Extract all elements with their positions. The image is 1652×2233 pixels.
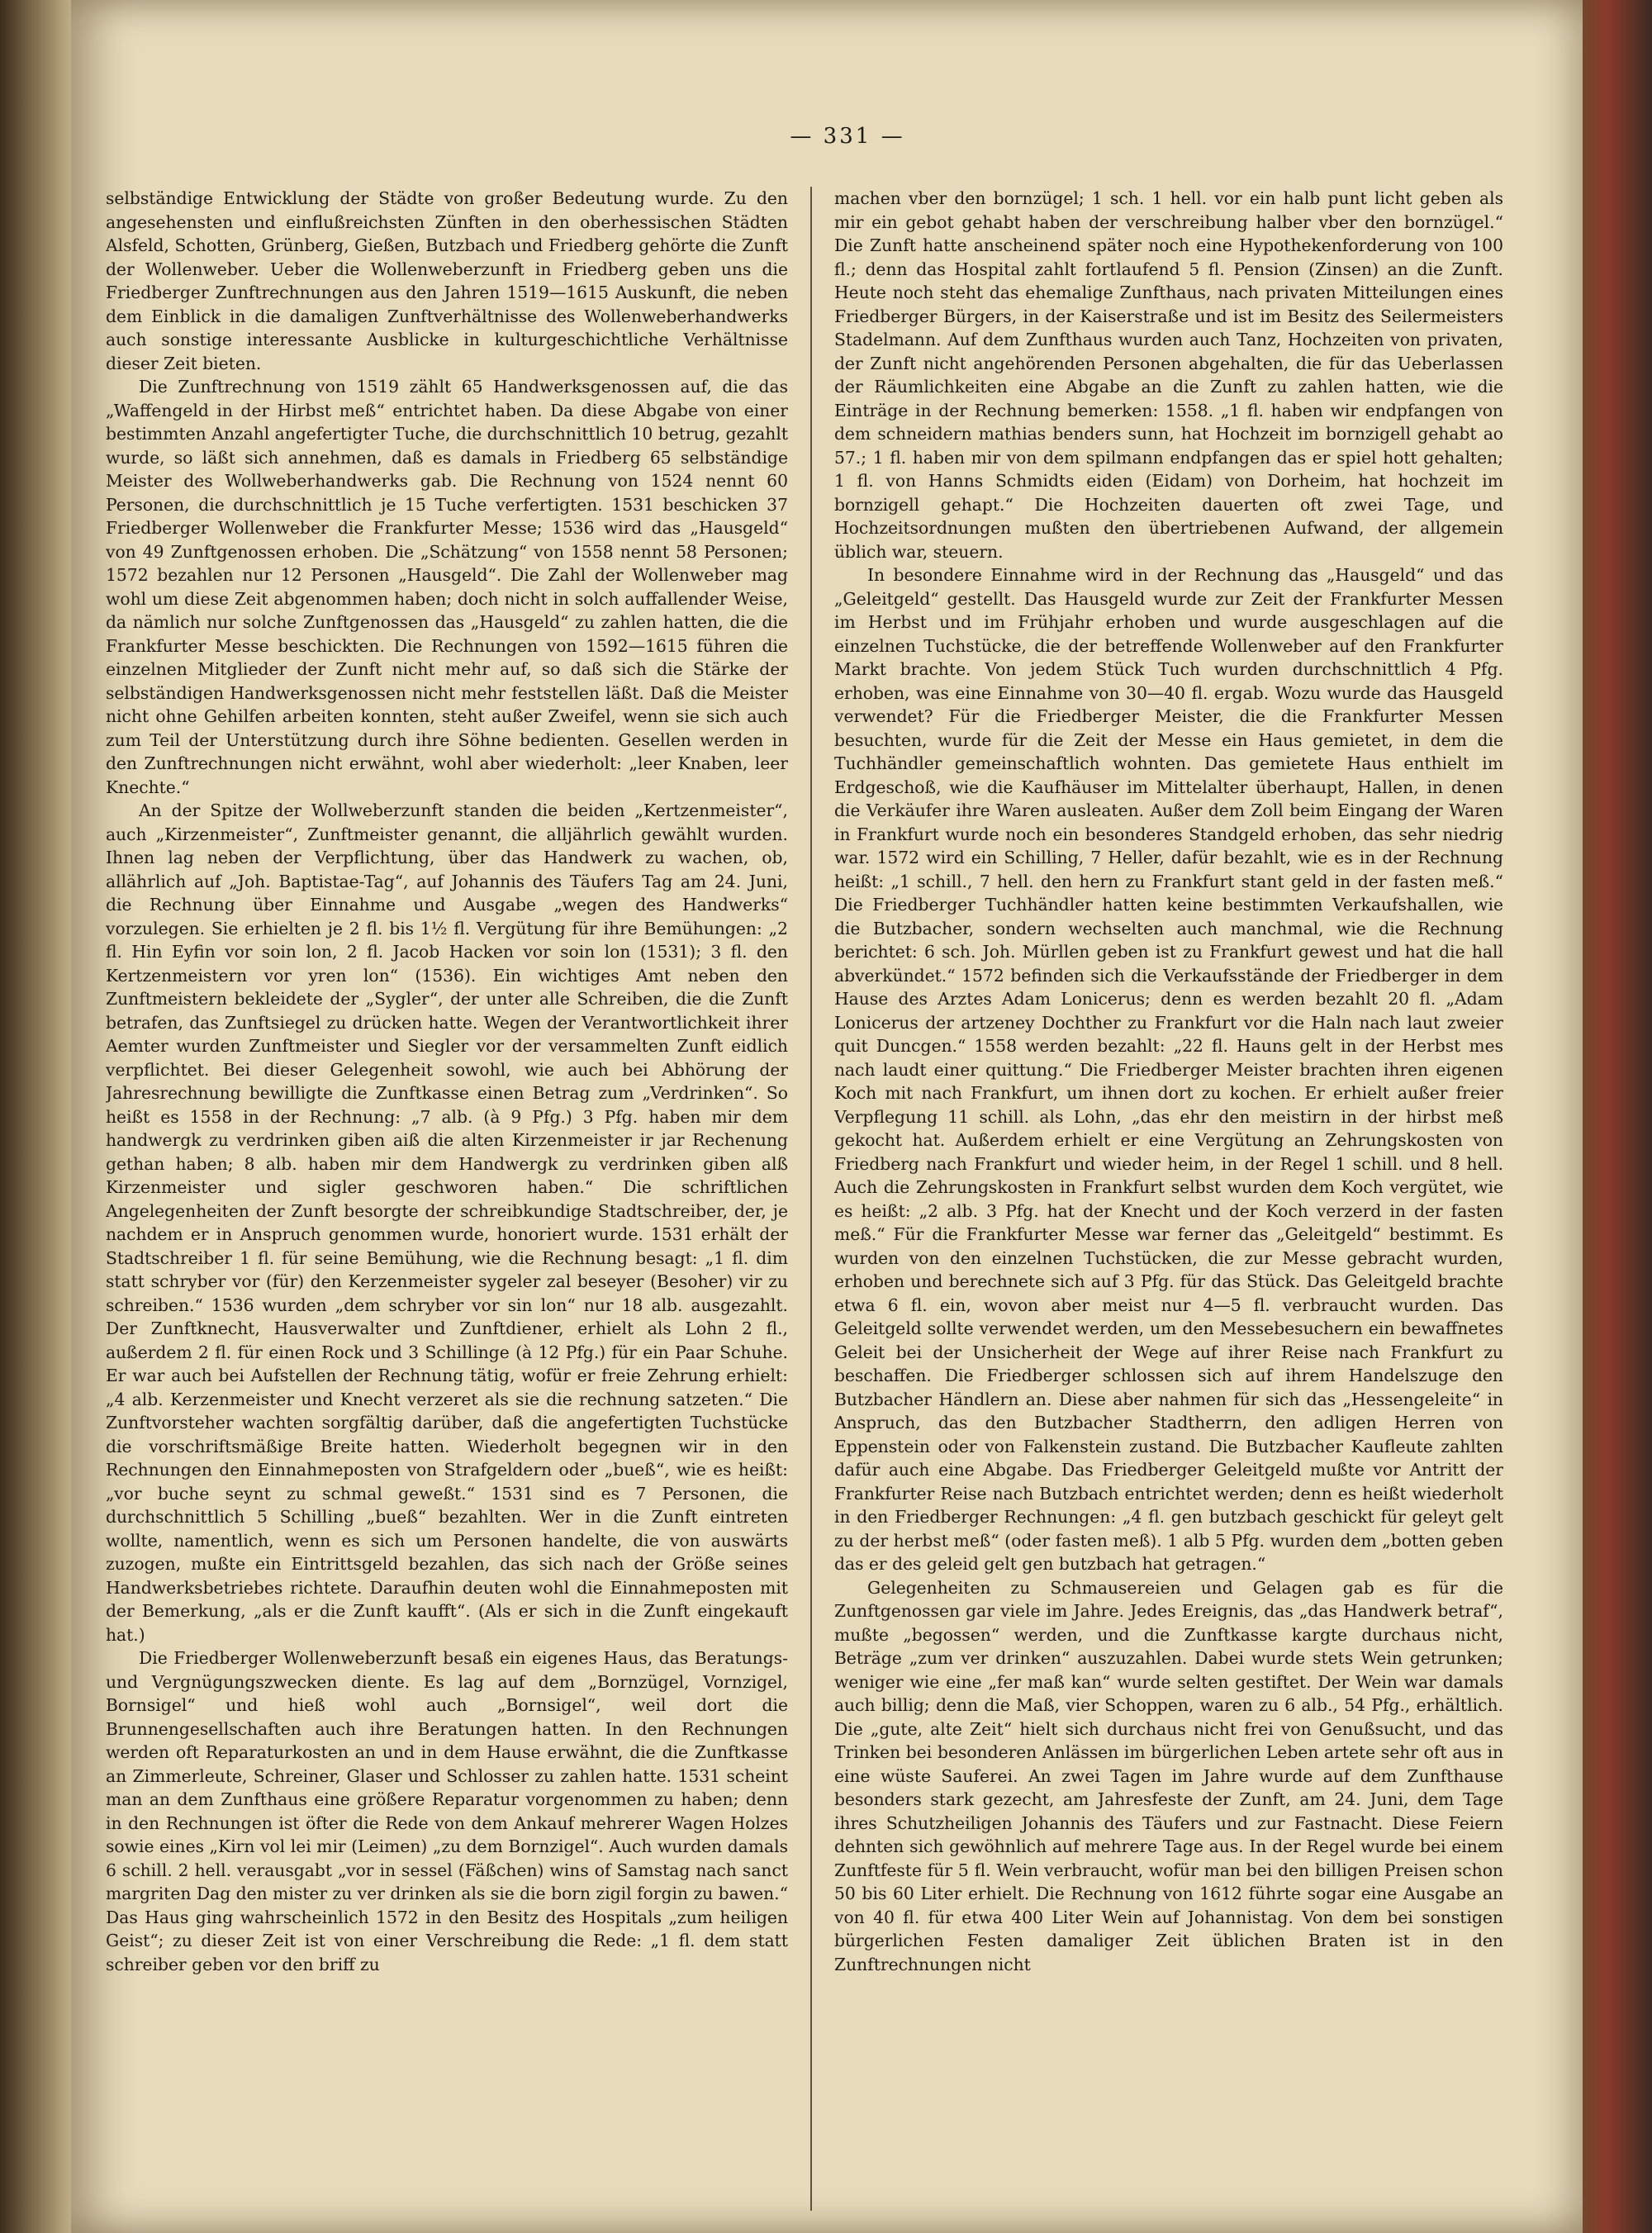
paragraph: Gelegenheiten zu Schmausereien und Gelagen gab es für die Zunftgenossen gar viele im Jahre. Jedes Ereignis, das „das Handwerk betraf“, mußte „begossen“ werden, und die Zunftkasse kargte durchaus nicht, Beträge „zum ver drinken“ auszuzahlen. Dabei wurde stets Wein getrunken; weniger wie eine „fer maß kan“ wurde selten gestiftet. Der Wein war damals auch billig; denn die Maß, vier Schoppen, waren zu 6 alb., 54 Pfg., erhältlich. Die „gute, alte Zeit“ hielt sich durchaus nicht frei von Genußsucht, und das Trinken bei besonderen Anlässen im bürgerlichen Leben artete sehr oft aus in eine wüste Sauferei. An zwei Tagen im Jahre wurde auf dem Zunfthause besonders stark gezecht, am Jahresfeste der Zunft, am 24. Juni, dem Tage ihres Schutzheiligen Johannis des Täufers und zur Fastnacht. Diese Feiern dehnten sich gewöhnlich auf mehrere Tage aus. In der Regel wurde bei einem Zunftfeste für 5 fl. Wein verbraucht, wofür man bei den billigen Preisen schon 50 bis 60 Liter erhielt. Die Rechnung von 1612 führte sogar eine Ausgabe an von 40 fl. für etwa 400 Liter Wein auf Johannistag. Von dem bei sonstigen bürgerlichen Festen damaliger Zeit üblichen Braten ist in den Zunftrechnungen nicht: [834, 1577, 1503, 1974]
book-cover-edge: [1574, 0, 1652, 2233]
page-number: — 331 —: [790, 124, 905, 149]
paragraph: Die Friedberger Wollenweberzunft besaß ein eigenes Haus, das Beratungs- und Vergnügungszwecken diente. Es lag auf dem „Bornzügel, Vornzigel, Bornsigel“ und hieß wohl auch „Bornsigel“, weil dort die Brunnengesellschaften auch ihre Beratungen hatten. In den Rechnungen werden oft Reparaturkosten an und in dem Hause erwähnt, die die Zunftkasse an Zimmerleute, Schreiner, Glaser und Schlosser zu zahlen hatte. 1531 scheint man an dem Zunfthaus eine größere Reparatur vorgenommen zu haben; denn in den Rechnungen ist öfter die Rede von dem Ankauf mehrerer Wagen Holzes sowie eines „Kirn vol lei mir (Leimen) „zu dem Bornzigel“. Auch wurden damals 6 schill. 2 hell. verausgabt „vor in sessel (Fäßchen) wins of Samstag nach sanct margriten Dag den mister zu ver drinken als sie die born zigil forgin zu bawen.“ Das Haus ging wahrscheinlich 1572 in den Besitz des Hospitals „zum heiligen Geist“; zu dieser Zeit ist von einer Verschreibung die Rede: „1 fl. dem statt schreiber geben vor den briff zu: [106, 1648, 788, 1974]
text-column-left: [106, 187, 788, 2202]
paragraph: In besondere Einnahme wird in der Rechnung das „Hausgeld“ und das „Geleitgeld“ gestellt. Das Hausgeld wurde zur Zeit der Frankfurter Messen im Herbst und im Frühjahr erhoben und wurde ausgeschlagen auf die einzelnen Tuchstücke, die der betreffende Wollenweber auf den Frankfurter Markt brachte. Von jedem Stück Tuch wurden durchschnittlich 4 Pfg. erhoben, was eine Einnahme von 30—40 fl. ergab. Wozu wurde das Hausgeld verwendet? Für die Friedberger Meister, die die Frankfurter Messen besuchten, wurde für die Zeit der Messe ein Haus gemietet, in dem die Tuchhändler gemeinschaftlich wohnten. Das gemietete Haus enthielt im Erdgeschoß, wie die Kaufhäuser im Mittelalter überhaupt, Hallen, in denen die Verkäufer ihre Waren ausleaten. Außer dem Zoll beim Eingang der Waren in Frankfurt wurde noch ein besonderes Standgeld erhoben, das sehr niedrig war. 1572 wird ein Schilling, 7 Heller, dafür bezahlt, wie es in der Rechnung heißt: „1 schill., 7 hell. den hern zu Frankfurt stant geld in der fasten meß.“ Die Friedberger Tuchhändler hatten keine bestimmten Verkaufshallen, wie die Butzbacher, sondern wechselten auch manchmal, wie die Rechnung berichtet: 6 sch. Joh. Mürllen geben ist zu Frankfurt gewest und hat die hall abverkündet.“ 1572 befinden sich die Verkaufsstände der Friedberger in dem Hause des Arztes Adam Lonicerus; denn es werden bezahlt 20 fl. „Adam Lonicerus der artzeney Dochther zu Frankfurt vor die Haln nach laut zweier quit Duncgen.“ 1558 werden bezahlt: „22 fl. Hauns gelt in der Herbst mes nach laudt einer quittung.“ Die Friedberger Meister brachten ihren eigenen Koch mit nach Frankfurt, um ihnen dort zu kochen. Er erhielt außer freier Verpflegung 11 schill. als Lohn, „das ehr den meistirn in der hirbst meß gekocht hat. Außerdem erhielt er eine Vergütung an Zehrungskosten von Friedberg nach Frankfurt und wieder heim, in der Regel 1 schill. und 8 hell. Auch die Zehrungskosten in Frankfurt selbst wurden dem Koch vergütet, wie es heißt: „2 alb. 3 Pfg. hat der Knecht und der Koch verzerd in der fasten meß.“ Für die Frankfurter Messe war ferner das „Geleitgeld“ bestimmt. Es wurden von den einzelnen Tuchstücken, die zur Messe gebracht wurden, erhoben und berechnete sich auf 3 Pfg. für das Stück. Das Geleitgeld brachte etwa 6 fl. ein, wovon aber meist nur 4—5 fl. verbraucht wurden. Das Geleitgeld sollte verwendet werden, um den Messebesuchern ein bewaffnetes Geleit bei der Unsicherheit der Wege auf ihrer Reise nach Frankfurt zu beschaffen. Die Friedberger schlossen sich auf ihrem Handelszuge den Butzbacher Händlern an. Diese aber nahmen für sich das „Hessengeleite“ in Anspruch, das den Butzbacher Stadtherrn, den adligen Herren von Eppenstein oder von Falkenstein zustand. Die Butzbacher Kaufleute zahlten dafür auch eine Abgabe. Das Friedberger Geleitgeld mußte vor Antritt der Frankfurter Reise nach Butzbach entrichtet werden; denn es heißt wiederholt in den Friedberger Rechnungen: „4 fl. gen butzbach geschickt für geleyt gelt zu der herbst meß“ (oder fasten meß). 1 alb 5 Pfg. wurden dem „botten geben das er des geleid gelt gen butzbach hat getragen.“: [834, 565, 1503, 1574]
paragraph: machen vber den bornzügel; 1 sch. 1 hell. vor ein halb punt licht geben als mir ein gebot gehabt haben der verschreibung halber vber den bornzügel.“ Die Zunft hatte anscheinend später noch eine Hypothekenforderung von 100 fl.; denn das Hospital zahlt fortlaufend 5 fl. Pension (Zinsen) an die Zunft. Heute noch steht das ehemalige Zunfthaus, nach privaten Mitteilungen eines Friedberger Bürgers, in der Kaiserstraße und ist im Besitz des Seilermeisters Stadelmann. Auf dem Zunfthaus wurden auch Tanz, Hochzeiten von privaten, der Zunft nicht angehörenden Personen abgehalten, die für das Ueberlassen der Räumlichkeiten eine Abgabe an die Zunft zu zahlen hatten, wie die Einträge in der Rechnung bemerken: 1558. „1 fl. haben wir endpfangen von dem schneidern mathias benders sunn, hat Hochzeit im bornzigell gehabt ao 57.; 1 fl. haben mir von dem spilmann endpfangen das er spiel hott gehalten; 1 fl. von Hanns Schmidts eiden (Eidam) von Dorheim, hat hochzeit im bornzigell gehapt.“ Die Hochzeiten dauerten oft zwei Tage, und Hochzeitsordnungen mußten den übertriebenen Aufwand, der allgemein üblich war, steuern.: [834, 188, 1503, 562]
paragraph: Die Zunftrechnung von 1519 zählt 65 Handwerksgenossen auf, die das „Waffengeld in der Hirbst meß“ entrichtet haben. Da diese Abgabe von einer bestimmten Anzahl angefertigter Tuche, die durchschnittlich 10 betrug, gezahlt wurde, so läßt sich annehmen, daß es damals in Friedberg 65 selbständige Meister des Wollweberhandwerks gab. Die Rechnung von 1524 nennt 60 Personen, die durchschnittlich je 15 Tuche verfertigten. 1531 beschicken 37 Friedberger Wollenweber die Frankfurter Messe; 1536 wird das „Hausgeld“ von 49 Zunftgenossen erhoben. Die „Schätzung“ von 1558 nennt 58 Personen; 1572 bezahlen nur 12 Personen „Hausgeld“. Die Zahl der Wollenweber mag wohl um diese Zeit abgenommen haben; doch nicht in solch auffallender Weise, da nämlich nur solche Zunftgenossen das „Hausgeld“ zu zahlen hatten, die die Frankfurter Messe beschickten. Die Rechnungen von 1592—1615 führen die einzelnen Mitglieder der Zunft nicht mehr auf, so daß sich die Stärke der selbständigen Handwerksgenossen nicht mehr feststellen läßt. Daß die Meister nicht ohne Gehilfen arbeiten konnten, steht außer Zweifel, wenn sie sich auch zum Teil der Unterstützung durch ihre Söhne bedienten. Gesellen werden in den Zunftrechnungen nicht erwähnt, wohl aber wiederholt: „leer Knaben, leer Knechte.“: [106, 377, 788, 797]
text-column-right: [834, 187, 1503, 2202]
paragraph: An der Spitze der Wollweberzunft standen die beiden „Kertzenmeister“, auch „Kirzenmeister“, Zunftmeister genannt, die alljährlich gewählt wurden. Ihnen lag neben der Verpflichtung, über das Handwerk zu wachen, ob, allährlich auf „Joh. Baptistae-Tag“, auf Johannis des Täufers Tag am 24. Juni, die Rechnung über Einnahme und Ausgabe „wegen des Handwerks“ vorzulegen. Sie erhielten je 2 fl. bis 1½ fl. Vergütung für ihre Bemühungen: „2 fl. Hin Eyfin vor soin lon, 2 fl. Jacob Hacken vor soin lon (1531); 3 fl. den Kertzenmeistern vor yren lon“ (1536). Ein wichtiges Amt neben den Zunftmeistern bekleidete der „Sygler“, der unter alle Schreiben, die die Zunft betrafen, das Zunftsiegel zu drücken hatte. Wegen der Verantwortlichkeit ihrer Aemter wurden Zunftmeister und Siegler vor der versammelten Zunft eidlich verpflichtet. Bei dieser Gelegenheit sowohl, wie auch bei Abhörung der Jahresrechnung bewilligte die Zunftkasse einen Betrag zum „Verdrinken“. So heißt es 1558 in der Rechnung: „7 alb. (à 9 Pfg.) 3 Pfg. haben mir dem handwergk zu verdrinken giben aiß die alten Kirzenmeister ir jar Rechenung gethan haben; 8 alb. haben mir dem Handwergk zu verdrinken giben alß Kirzenmeister und sigler geschworen haben.“ Die schriftlichen Angelegenheiten der Zunft besorgte der schreibkundige Stadtschreiber, der, je nachdem er in Anspruch genommen wurde, honoriert wurde. 1531 erhält der Stadtschreiber 1 fl. für seine Bemühung, wie die Rechnung besagt: „1 fl. dim statt schryber vor (für) den Kerzenmeister sygeler zal beseyer (Besoher) vir zu schreiben.“ 1536 wurden „dem schryber vor sin lon“ nur 18 alb. ausgezahlt. Der Zunftknecht, Hausverwalter und Zunftdiener, erhielt als Lohn 2 fl., außerdem 2 fl. für einen Rock und 3 Schillinge (à 12 Pfg.) für ein Paar Schuhe. Er war auch bei Aufstellen der Rechnung tätig, wofür er freie Zehrung erhielt: „4 alb. Kerzenmeister und Knecht verzeret als sie die rechnung satzeten.“ Die Zunftvorsteher wachten sorgfältig darüber, daß die angefertigten Tuchstücke die vorschriftsmäßige Breite hatten. Wiederholt begegnen wir in den Rechnungen den Einnahmeposten von Strafgeldern oder „bueß“, wie es heißt: „vor buche seynt zu schmal geweßt.“ 1531 sind es 7 Personen, die durchschnittlich 5 Schilling „bueß“ bezahlten. Wer in die Zunft eintreten wollte, namentlich, wenn es sich um Personen handelte, die von auswärts zuzogen, mußte ein Eintrittsgeld bezahlen, das sich nach der Größe seines Handwerksbetriebes richtete. Daraufhin deuten wohl die Einnahmeposten mit der Bemerkung, „als er die Zunft kaufft“. (Als er sich in die Zunft eingekauft hat.): [106, 801, 788, 1645]
left-page-edge: [0, 0, 71, 2233]
column-divider: [810, 187, 812, 2211]
paragraph: selbständige Entwicklung der Städte von großer Bedeutung wurde. Zu den angesehensten und einflußreichsten Zünften in den oberhessischen Städten Alsfeld, Schotten, Grünberg, Gießen, Butzbach und Friedberg gehörte die Zunft der Wollenweber. Ueber die Wollenweberzunft in Friedberg geben uns die Friedberger Zunftrechnungen aus den Jahren 1519—1615 Auskunft, die neben dem Einblick in die damaligen Zunftverhältnisse des Wollenweberhandwerks auch sonstige interessante Ausblicke in kulturgeschichtliche Verhältnisse dieser Zeit bieten.: [106, 188, 788, 373]
